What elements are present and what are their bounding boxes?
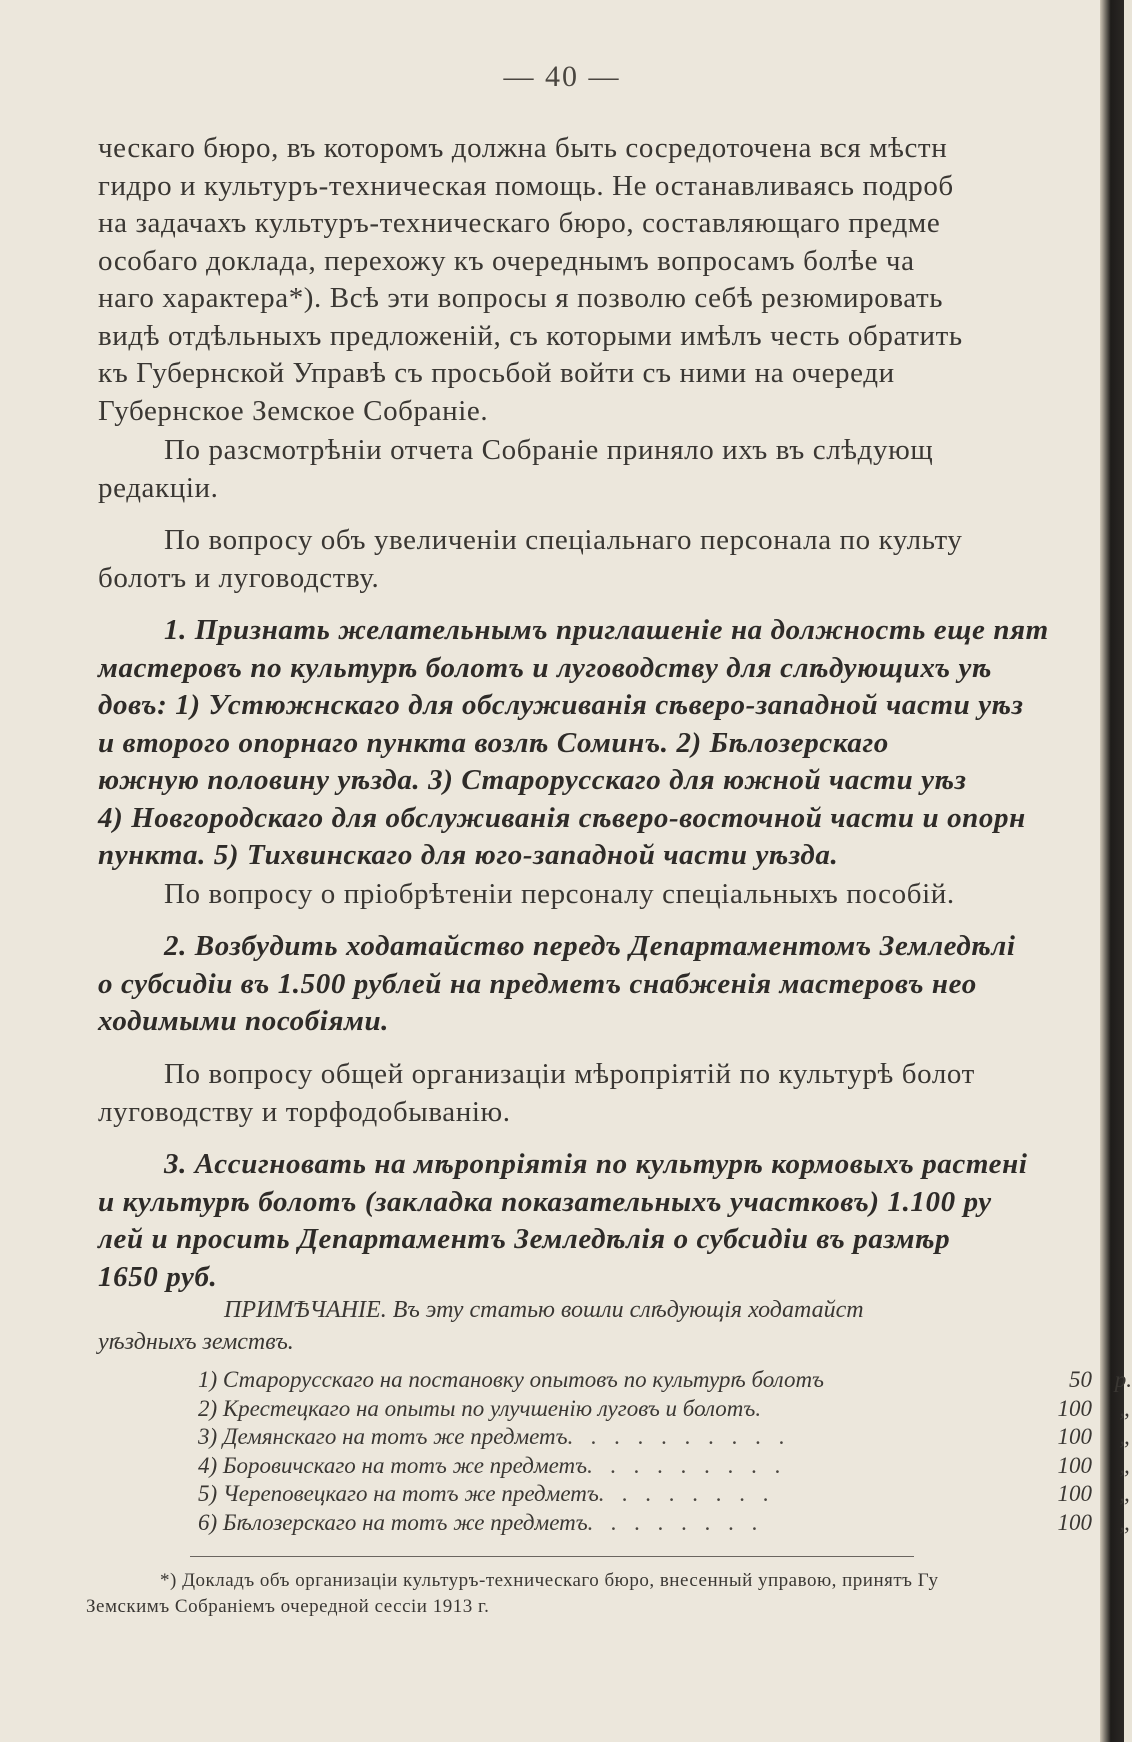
- text-line: Губернское Земское Собраніе.: [98, 394, 489, 427]
- text-line: По разсмотрѣніи отчета Собраніе приняло ихъ въ слѣдующ: [164, 434, 934, 466]
- leader-dots: [824, 1366, 1012, 1395]
- list-item: [98, 1509, 1132, 1538]
- paragraph-3: [98, 522, 1108, 597]
- text-line: 4) Новгородскаго для обслуживанія сѣверо-восточной части и опорн: [98, 801, 1026, 834]
- leader-dots: . . . . . . . . .: [587, 1452, 787, 1478]
- note-item-unit: „: [1119, 1452, 1132, 1478]
- text-line: довъ: 1) Устюжнскаго для обслуживанія сѣверо-западной части уѣз: [98, 689, 1024, 721]
- resolution-2: [98, 928, 1108, 1041]
- note-item-unit: „: [1119, 1424, 1132, 1449]
- text-line: По вопросу объ увеличеніи спеціальнаго персонала по культу: [164, 524, 963, 556]
- text-line: 3. Ассигновать на мѣропріятія по культурѣ кормовыхъ растені: [164, 1148, 1028, 1180]
- footnote-line: Земскимъ Собраніемъ очередной сессіи 1913 г.: [86, 1596, 490, 1617]
- text-line: пункта. 5) Тихвинскаго для юго-западной части уѣзда.: [98, 839, 839, 871]
- resolution-1: [98, 612, 1108, 875]
- footnote: [86, 1568, 1106, 1620]
- note-item-unit: „: [1119, 1509, 1132, 1535]
- note-item-label: 6) Бѣлозерскаго на тотъ же предметъ: [198, 1509, 588, 1535]
- note-item-amount: 100: [1057, 1395, 1092, 1421]
- text-line: 1650 руб.: [98, 1260, 218, 1293]
- text-line: ходимыми пособіями.: [98, 1005, 390, 1037]
- note-item-label: 4) Боровичскаго на тотъ же предметъ: [198, 1452, 588, 1478]
- note-item-unit: „: [1119, 1481, 1132, 1506]
- paragraph-7: [98, 1056, 1108, 1131]
- footnote-line: *) Докладъ объ организаціи культуръ-техническаго бюро, внесенный управою, принятъ Гу: [160, 1570, 939, 1591]
- text-line: лей и просить Департаментъ Земледѣлія о субсидіи въ размѣр: [98, 1223, 951, 1255]
- list-item: [98, 1366, 1132, 1395]
- note-item-amount: 50: [1069, 1367, 1092, 1392]
- note-heading-cont: уѣздныхъ земствъ.: [98, 1329, 294, 1355]
- text-line: ческаго бюро, въ которомъ должна быть сосредоточена вся мѣстн: [98, 132, 948, 164]
- text-line: о субсидіи въ 1.500 рублей на предметъ снабженія мастеровъ нео: [98, 967, 977, 1000]
- note-item-amount: 100: [1057, 1481, 1092, 1506]
- note-item-label: 3) Демянскаго на тотъ же предметъ: [198, 1424, 568, 1449]
- text-line: По вопросу общей организаціи мѣропріятій по культурѣ болот: [164, 1058, 975, 1090]
- note-heading: ПРИМѢЧАНІЕ. Въ эту статью вошли слѣдующія ходатайст: [224, 1297, 864, 1323]
- note-item-label: 2) Крестецкаго на опыты по улучшенію луговъ и болотъ: [198, 1395, 756, 1421]
- text-line: По вопросу о пріобрѣтеніи персоналу спеціальныхъ пособій.: [164, 878, 955, 910]
- text-line: южную половину уѣзда. 3) Старорусскаго для южной части уѣз: [98, 764, 967, 796]
- resolution-3: [98, 1146, 1108, 1296]
- note-item-amount: 100: [1057, 1424, 1092, 1449]
- text-line: на задачахъ культуръ-техническаго бюро, составляющаго предме: [98, 207, 941, 239]
- list-item: [98, 1452, 1132, 1481]
- leader-dots: . . . . . . . . . .: [567, 1424, 791, 1449]
- page-number: — 40 —: [503, 60, 621, 93]
- text-line: наго характера*). Всѣ эти вопросы я позволю себѣ резюмировать: [98, 282, 944, 314]
- leader-dots: . . . . . . . .: [587, 1509, 764, 1535]
- paragraph-5: [98, 876, 1108, 914]
- note-item-label: 1) Старорусскаго на постановку опытовъ по культурѣ болотъ: [198, 1367, 824, 1392]
- text-line: и культурѣ болотъ (закладка показательныхъ участковъ) 1.100 ру: [98, 1185, 992, 1218]
- text-line: особаго доклада, перехожу къ очереднымъ вопросамъ болѣе ча: [98, 244, 915, 277]
- leader-dots: .: [755, 1395, 768, 1421]
- paragraph-2: [98, 432, 1108, 507]
- text-line: къ Губернской Управѣ съ просьбой войти съ ними на очереди: [98, 357, 895, 389]
- note-item-amount: 100: [1057, 1509, 1092, 1535]
- text-line: 1. Признать желательнымъ приглашеніе на должность еще пят: [164, 614, 1049, 646]
- note-item-label: 5) Череповецкаго на тотъ же предметъ: [198, 1481, 599, 1506]
- note-block: [98, 1294, 1132, 1537]
- note-item-amount: 100: [1057, 1452, 1092, 1478]
- note-item-unit: р.: [1114, 1367, 1132, 1392]
- text-line: видѣ отдѣльныхъ предложеній, съ которыми имѣлъ честь обратить: [98, 319, 963, 352]
- footnote-divider: [190, 1556, 914, 1557]
- text-line: луговодству и торфодобыванію.: [98, 1095, 511, 1128]
- text-line: редакціи.: [98, 471, 219, 504]
- text-line: болотъ и луговодству.: [98, 561, 380, 594]
- note-item-unit: „: [1119, 1395, 1132, 1421]
- note-list: [98, 1366, 1132, 1537]
- text-line: мастеровъ по культурѣ болотъ и луговодству для слѣдующихъ уѣ: [98, 651, 992, 684]
- list-item: [98, 1480, 1132, 1509]
- text-line: и второго опорнаго пункта возлѣ Соминъ. 2) Бѣлозерскаго: [98, 726, 889, 759]
- leader-dots: . . . . . . . .: [598, 1481, 776, 1506]
- text-line: 2. Возбудить ходатайство передъ Департаментомъ Земледѣлі: [164, 930, 1016, 962]
- list-item: [98, 1423, 1132, 1452]
- text-line: гидро и культуръ-техническая помощь. Не останавливаясь подроб: [98, 169, 954, 202]
- paragraph-1: [98, 130, 1108, 430]
- list-item: [98, 1395, 1132, 1424]
